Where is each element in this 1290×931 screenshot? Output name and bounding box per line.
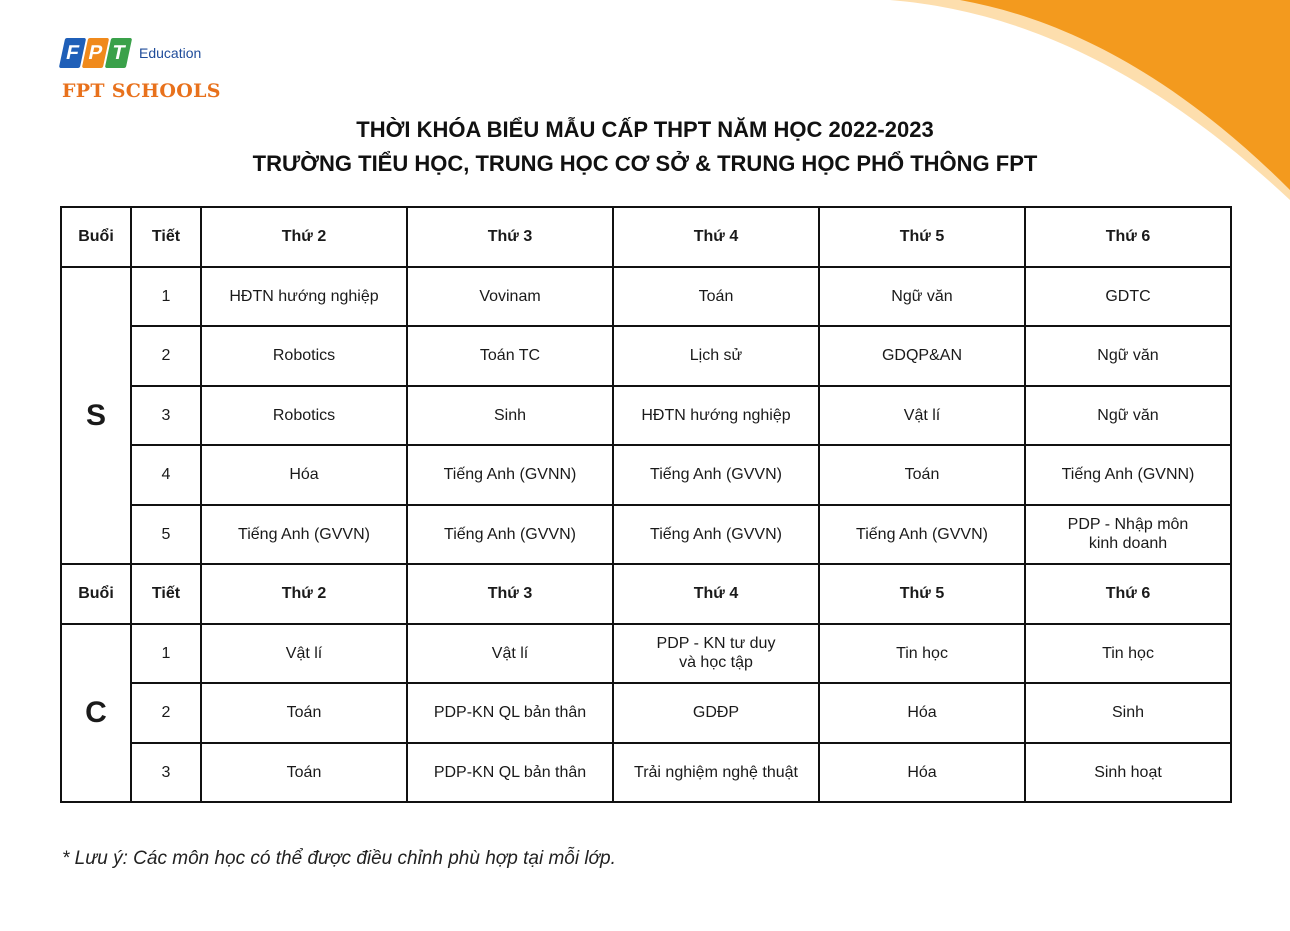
period-cell: 1 [131,267,201,327]
subject-cell: Hóa [819,683,1025,743]
afternoon-header-row [61,564,1231,624]
subject-cell: PDP-KN QL bản thân [407,683,613,743]
subject-cell: Vật lí [201,624,407,684]
header-cell: Thứ 2 [201,207,407,267]
footnote: * Lưu ý: Các môn học có thể được điều chỉnh phù hợp tại mỗi lớp. [62,848,616,869]
subject-cell: HĐTN hướng nghiệp [201,267,407,327]
subject-cell: Tiếng Anh (GVVN) [819,505,1025,565]
subject-cell: Hóa [819,743,1025,803]
table-row [61,743,1231,803]
table-row [61,445,1231,505]
table-row [61,624,1231,684]
header-cell: Buổi [61,207,131,267]
period-cell: 3 [131,743,201,803]
subject-cell: Tiếng Anh (GVVN) [201,505,407,565]
subject-cell: GDĐP [613,683,819,743]
logo-education-text: Education [139,45,202,61]
morning-header-row [61,207,1231,267]
fpt-logo [62,38,221,102]
subject-cell: Sinh [407,386,613,446]
header-cell: Thứ 5 [819,564,1025,624]
header-cell: Thứ 3 [407,207,613,267]
header-cell: Thứ 6 [1025,207,1231,267]
subject-cell: Sinh hoạt [1025,743,1231,803]
subject-cell: Tiếng Anh (GVVN) [613,445,819,505]
period-cell: 4 [131,445,201,505]
subject-cell: Toán [201,743,407,803]
session-label: S [61,267,131,565]
header-cell: Thứ 5 [819,207,1025,267]
subject-cell: Vật lí [819,386,1025,446]
subject-cell: HĐTN hướng nghiệp [613,386,819,446]
header-cell: Thứ 4 [613,207,819,267]
subject-cell: Vovinam [407,267,613,327]
subject-cell: Ngữ văn [1025,386,1231,446]
subject-cell: Lịch sử [613,326,819,386]
subject-cell: Toán [201,683,407,743]
subject-cell: PDP-KN QL bản thân [407,743,613,803]
period-cell: 1 [131,624,201,684]
subject-cell: Tiếng Anh (GVVN) [613,505,819,565]
subject-cell: Tiếng Anh (GVNN) [407,445,613,505]
header-cell: Thứ 3 [407,564,613,624]
header-cell: Thứ 6 [1025,564,1231,624]
title-line-2: TRƯỜNG TIỂU HỌC, TRUNG HỌC CƠ SỞ & TRUNG HỌC PHỔ THÔNG FPT [252,151,1038,176]
subject-cell: Robotics [201,386,407,446]
period-cell: 5 [131,505,201,565]
subject-cell: PDP - KN tư duy và học tập [613,624,819,684]
table-row [61,505,1231,565]
header-cell: Thứ 2 [201,564,407,624]
header-cell: Tiết [131,207,201,267]
subject-cell: Tin học [1025,624,1231,684]
period-cell: 2 [131,326,201,386]
header-cell: Thứ 4 [613,564,819,624]
header-cell: Buổi [61,564,131,624]
subject-cell: GDQP&AN [819,326,1025,386]
header-cell: Tiết [131,564,201,624]
period-cell: 2 [131,683,201,743]
timetable [60,206,1232,803]
subject-cell: Trải nghiệm nghệ thuật [613,743,819,803]
subject-cell: Tiếng Anh (GVNN) [1025,445,1231,505]
session-label: C [61,624,131,803]
subject-cell: Toán [819,445,1025,505]
table-row [61,326,1231,386]
logo-letter-p: P [82,38,109,68]
period-cell: 3 [131,386,201,446]
title-line-1: THỜI KHÓA BIỂU MẪU CẤP THPT NĂM HỌC 2022-2023 [356,117,934,142]
subject-cell: PDP - Nhập môn kinh doanh [1025,505,1231,565]
subject-cell: Ngữ văn [1025,326,1231,386]
logo-letter-f: F [59,38,86,68]
subject-cell: Ngữ văn [819,267,1025,327]
subject-cell: GDTC [1025,267,1231,327]
subject-cell: Toán TC [407,326,613,386]
subject-cell: Tiếng Anh (GVVN) [407,505,613,565]
subject-cell: Vật lí [407,624,613,684]
subject-cell: Hóa [201,445,407,505]
page-title [0,113,1290,181]
subject-cell: Toán [613,267,819,327]
table-row [61,386,1231,446]
table-row [61,683,1231,743]
logo-letter-t: T [105,38,132,68]
logo-schools-text: FPT SCHOOLS [62,80,221,102]
table-row [61,267,1231,327]
fpt-letters-mark [62,38,129,68]
subject-cell: Tin học [819,624,1025,684]
subject-cell: Sinh [1025,683,1231,743]
subject-cell: Robotics [201,326,407,386]
